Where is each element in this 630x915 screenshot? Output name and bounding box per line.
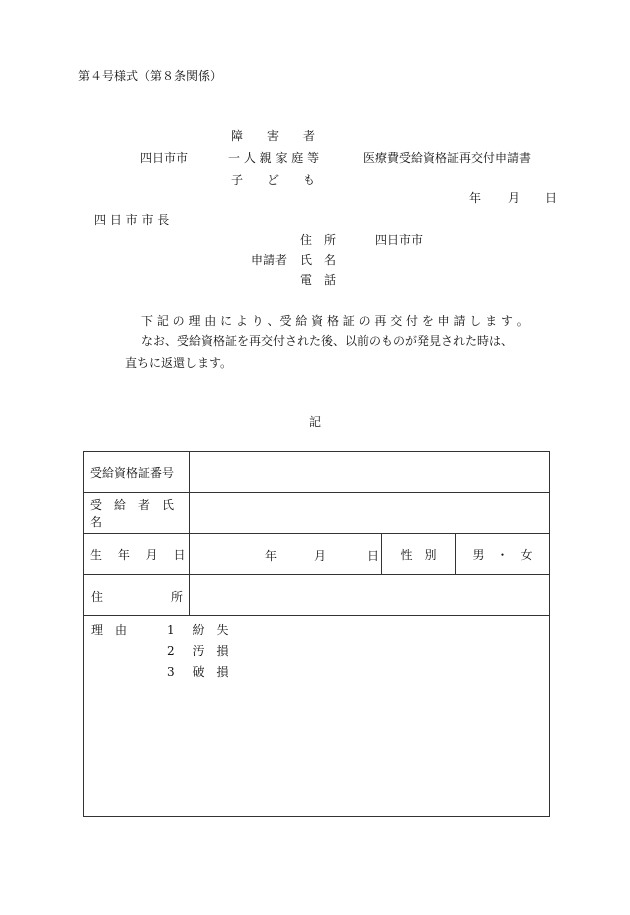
recipient-name-field[interactable]: [190, 493, 550, 534]
body-line-1: 下 記 の 理 由 に よ り 、受 給 資 格 証 の 再 交 付 を 申 請 し ま す 。: [141, 314, 529, 328]
birth-date-label: 生 年 月 日: [84, 534, 190, 575]
birth-year-unit: 年: [265, 549, 278, 563]
reason-row: [84, 616, 550, 817]
reason-option-3[interactable]: [167, 663, 228, 680]
header-city: 四日市市: [140, 151, 189, 165]
address-label-second: 所: [171, 590, 184, 604]
application-table: [83, 451, 550, 817]
date-year: 年: [469, 191, 482, 205]
applicant-address-value: 四日市市: [375, 233, 424, 247]
recipient-name-label: 受 給 者 氏 名: [84, 493, 190, 534]
sex-label: 性 別: [382, 534, 456, 575]
cert-number-field[interactable]: [190, 452, 550, 493]
recipient-row: [84, 493, 550, 534]
document-title: 医療費受給資格証再交付申請書: [363, 151, 532, 165]
reason-number-3: 3: [167, 665, 175, 679]
header-category-single-parent: 一 人 親 家 庭 等: [228, 151, 320, 165]
cert-number-row: [84, 452, 550, 493]
birth-row: [84, 534, 550, 575]
reason-text-2: 汚 損: [192, 644, 229, 658]
birth-day-unit: 日: [367, 549, 380, 563]
address-label-first: 住: [91, 590, 104, 604]
sex-value[interactable]: 男 ・ 女: [456, 534, 550, 575]
body-line-3: 直ちに返還します。: [125, 356, 233, 370]
date-month: 月: [508, 191, 521, 205]
applicant-label: 申請者: [251, 253, 288, 267]
form-number: 第４号様式（第８条関係）: [78, 69, 223, 83]
header-category-child: 子 ど も: [231, 173, 316, 187]
reason-number-2: 2: [167, 644, 175, 658]
birth-date-field[interactable]: [190, 534, 382, 575]
reason-label: 理 由: [91, 623, 128, 637]
header-category-disabled: 障 害 者: [231, 129, 316, 143]
applicant-name-label: 氏 名: [300, 253, 337, 267]
reason-text-1: 紛 失: [192, 623, 229, 637]
address-row: [84, 575, 550, 616]
date-day: 日: [545, 191, 558, 205]
cert-number-label: 受給資格証番号: [84, 452, 190, 493]
applicant-address-label: 住 所: [300, 233, 337, 247]
address-label: [84, 575, 190, 616]
applicant-phone-label: 電 話: [300, 273, 337, 287]
address-field[interactable]: [190, 575, 550, 616]
birth-month-unit: 月: [314, 549, 327, 563]
body-line-2: なお、受給資格証を再交付された後、以前のものが発見された時は、: [141, 334, 514, 348]
reason-option-1[interactable]: [167, 621, 228, 638]
reason-text-3: 破 損: [192, 665, 229, 679]
reason-option-2[interactable]: [167, 642, 228, 659]
reason-cell: [84, 616, 550, 817]
reason-number-1: 1: [167, 623, 175, 637]
ki-heading: 記: [309, 415, 322, 429]
addressee: 四 日 市 市 長: [94, 213, 170, 227]
